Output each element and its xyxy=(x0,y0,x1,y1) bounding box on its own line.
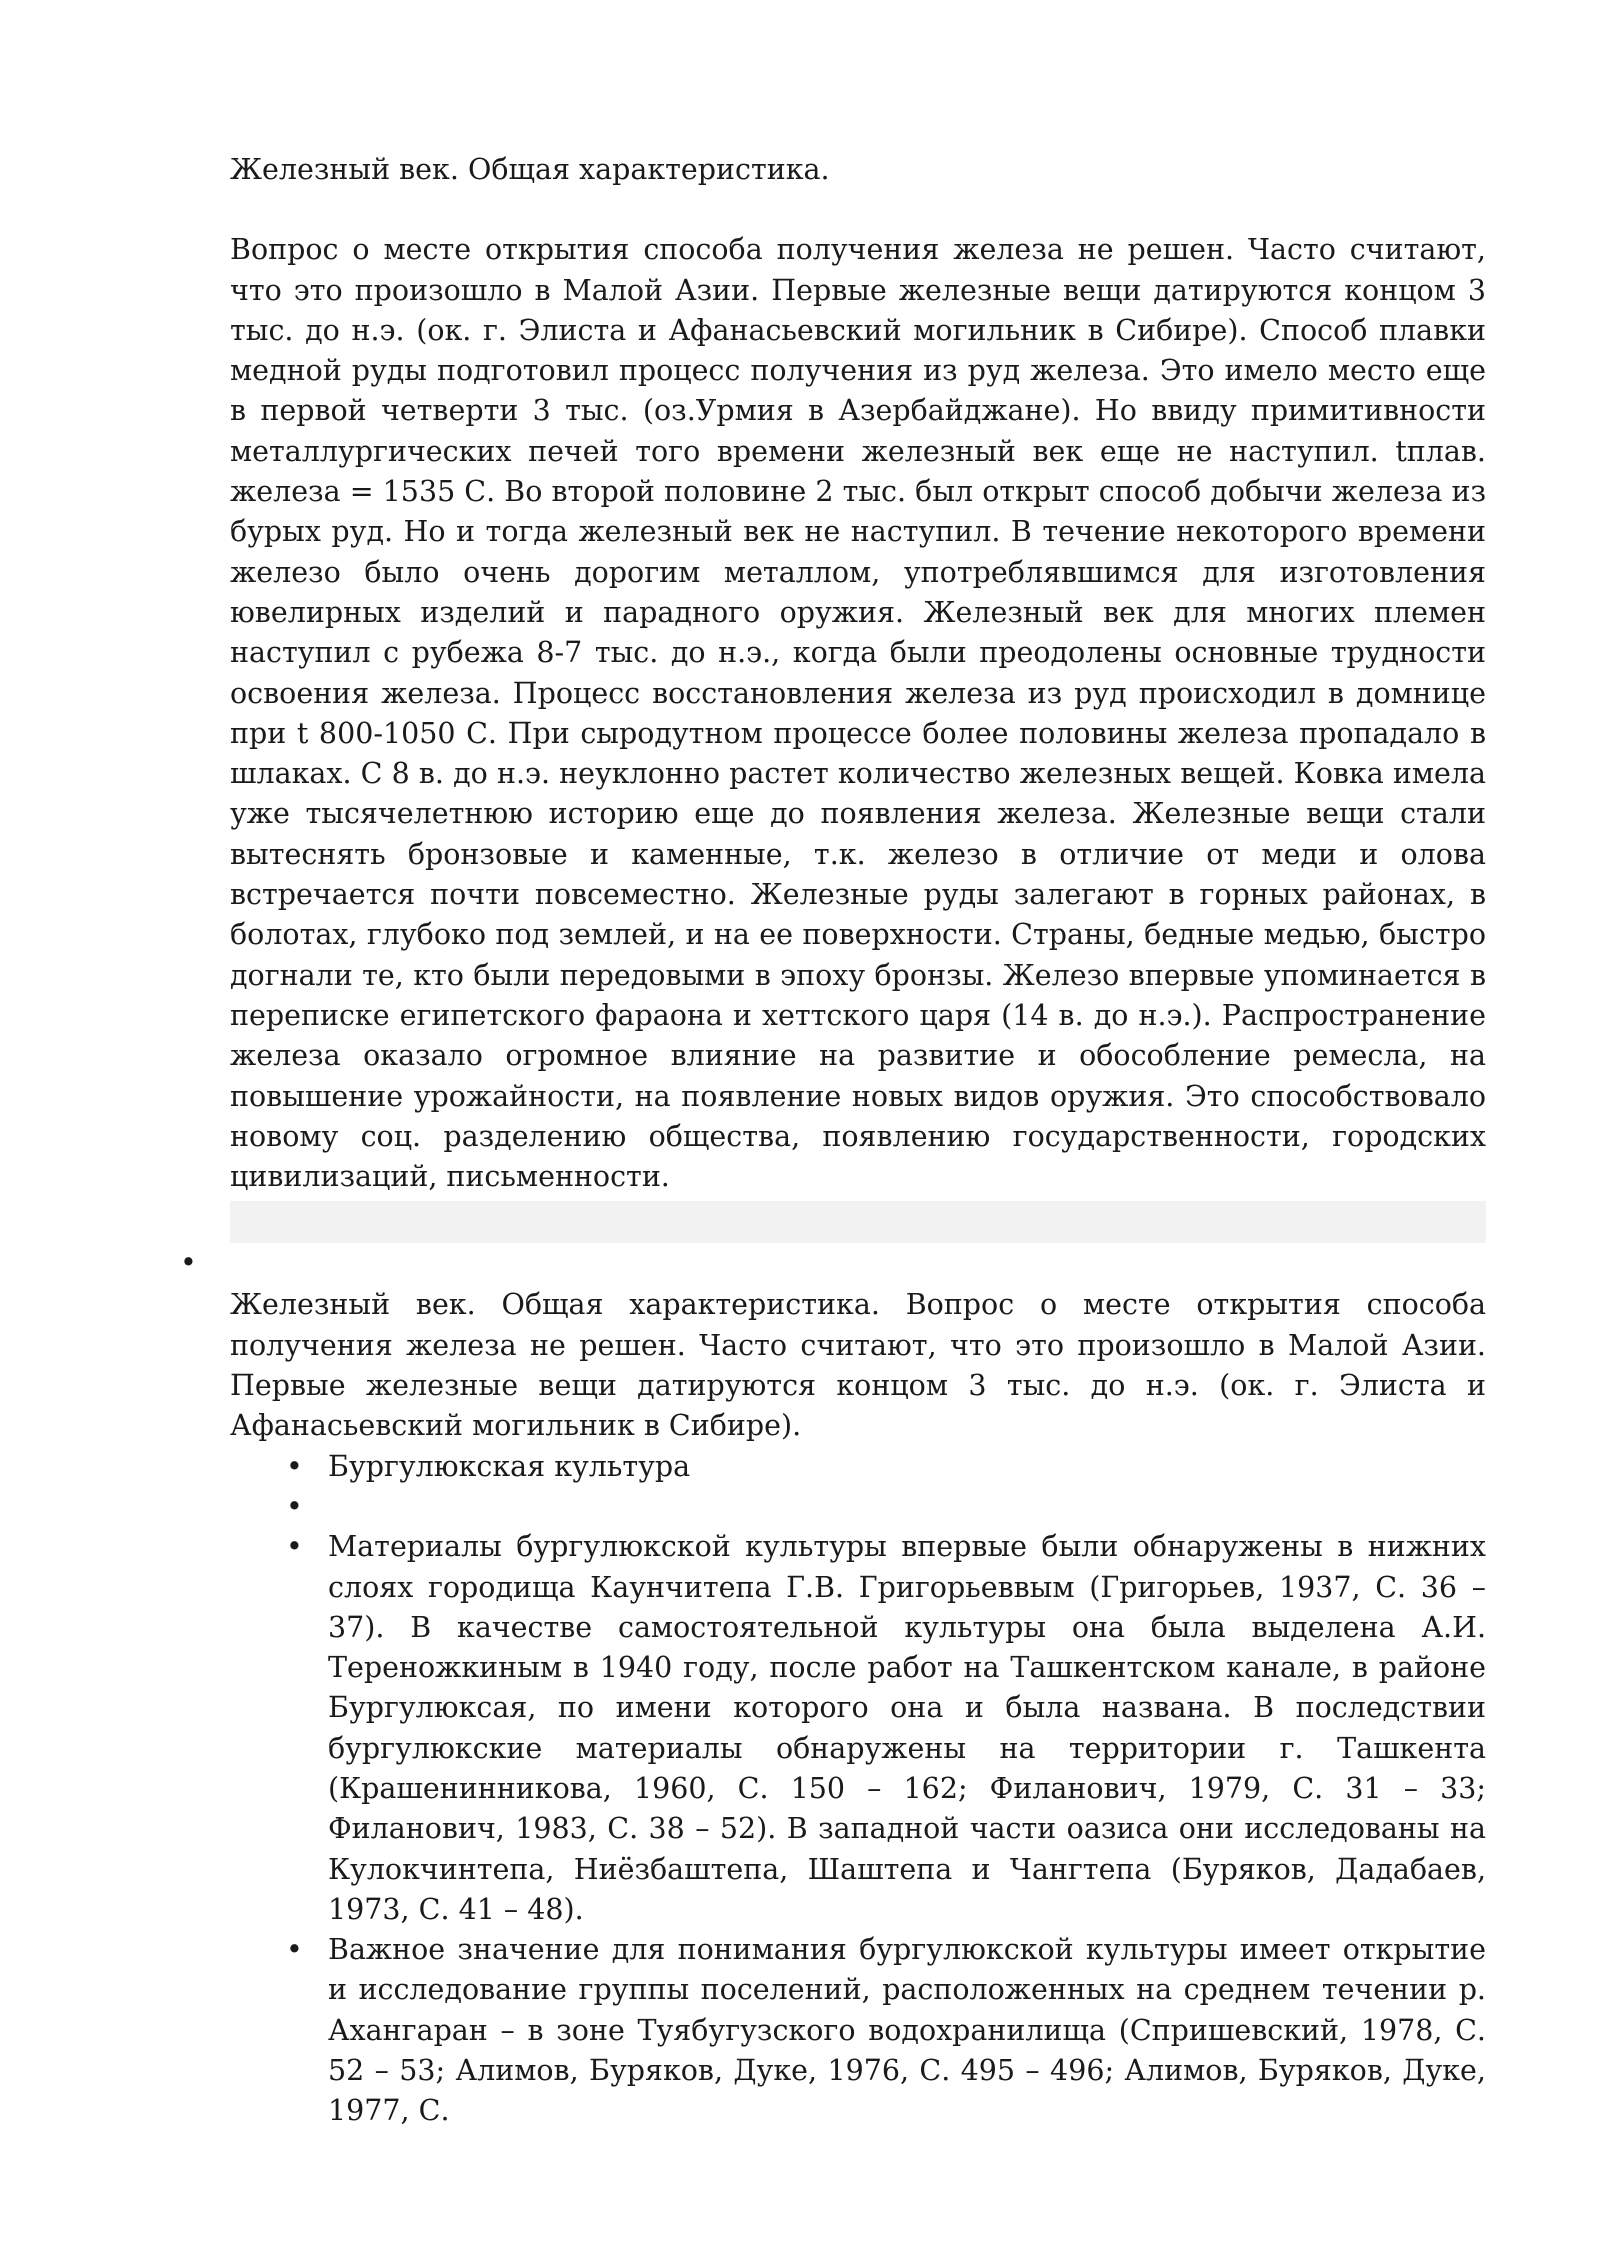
list-item xyxy=(230,1487,1486,1527)
list-item-text: Бургулюкская культура xyxy=(328,1449,691,1483)
document-page xyxy=(180,150,1486,2132)
bullet-icon: • xyxy=(180,1246,197,1280)
list-item-text: Материалы бургулюкской культуры впервые были обнаружены в нижних слоях городища Каунчитепа Г.В. Григорьеввым (Григорьев, 1937, С. 36 – 37). В качестве самостоятельной культуры она была выделена А.И. Тереножкиным в 1940 году, после работ на Ташкентском канале, в районе Бургулюксая, по имени которого она и была названа. В последствии бургулюкские материалы обнаружены на территории г. Ташкента (Крашенинникова, 1960, С. 150 – 162; Филанович, 1979, С. 31 – 33; Филанович, 1983, С. 38 – 52). В западной части оазиса они исследованы на Кулокчинтепа, Ниёзбаштепа, Шаштепа и Чангтепа (Буряков, Дадабаев, 1973, С. 41 – 48). xyxy=(328,1530,1486,1926)
summary-paragraph: Железный век. Общая характеристика. Вопрос о месте открытия способа получения железа не решен. Часто считают, что это произошло в Малой Азии. Первые железные вещи датируются концом 3 тыс. до н.э. (ок. г. Элиста и Афанасьевский могильник в Сибире). xyxy=(230,1288,1486,1443)
list-item-text: Важное значение для понимания бургулюкской культуры имеет открытие и исследование группы поселений, расположенных на среднем течении р. Ахангаран – в зоне Туябугузского водохранилища (Спришевский, 1978, С. 52 – 53; Алимов, Буряков, Дуке, 1976, С. 495 – 496; Алимов, Буряков, Дуке, 1977, С. xyxy=(328,1933,1486,2128)
bullet-icon: • xyxy=(286,1933,303,1967)
highlight-band xyxy=(230,1201,1486,1243)
outer-list-item xyxy=(180,1243,1486,1285)
list-item xyxy=(230,1447,1486,1487)
bullet-icon: • xyxy=(286,1449,303,1483)
main-paragraph: Вопрос о месте открытия способа получения железа не решен. Часто считают, что это произошло в Малой Азии. Первые железные вещи датируются концом 3 тыс. до н.э. (ок. г. Элиста и Афанасьевский могильник в Сибире). Способ плавки медной руды подготовил процесс получения из руд железа. Это имело место еще в первой четверти 3 тыс. (оз.Урмия в Азербайджане). Но ввиду примитивности металлургических печей того времени железный век еще не наступил. tплав. железа = 1535 С. Во второй половине 2 тыс. был открыт способ добычи железа из бурых руд. Но и тогда железный век не наступил. В течение некоторого времени железо было очень дорогим металлом, употреблявшимся для изготовления ювелирных изделий и парадного оружия. Железный век для многих племен наступил с рубежа 8-7 тыс. до н.э., когда были преодолены основные трудности освоения железа. Процесс восстановления железа из руд происходил в домнице при t 800-1050 С. При сыродутном процессе более половины железа пропадало в шлаках. С 8 в. до н.э. неуклонно растет количество железных вещей. Ковка имела уже тысячелетнюю историю еще до появления железа. Железные вещи стали вытеснять бронзовые и каменные, т.к. железо в отличие от меди и олова встречается почти повсеместно. Железные руды залегают в горных районах, в болотах, глубоко под землей, и на ее поверхности. Страны, бедные медью, быстро догнали те, кто были передовыми в эпоху бронзы. Железо впервые упоминается в переписке египетского фараона и хеттского царя (14 в. до н.э.). Распространение железа оказало огромное влияние на развитие и обособление ремесла, на повышение урожайности, на появление новых видов оружия. Это способствовало новому соц. разделению общества, появлению государственности, городских цивилизаций, письменности. xyxy=(230,233,1486,1194)
bullet-icon: • xyxy=(286,1530,303,1564)
list-item xyxy=(230,1527,1486,1930)
bullet-icon: • xyxy=(286,1489,303,1523)
document-title: Железный век. Общая характеристика. xyxy=(230,153,830,186)
nested-list xyxy=(230,1447,1486,2132)
list-item xyxy=(230,1930,1486,2131)
